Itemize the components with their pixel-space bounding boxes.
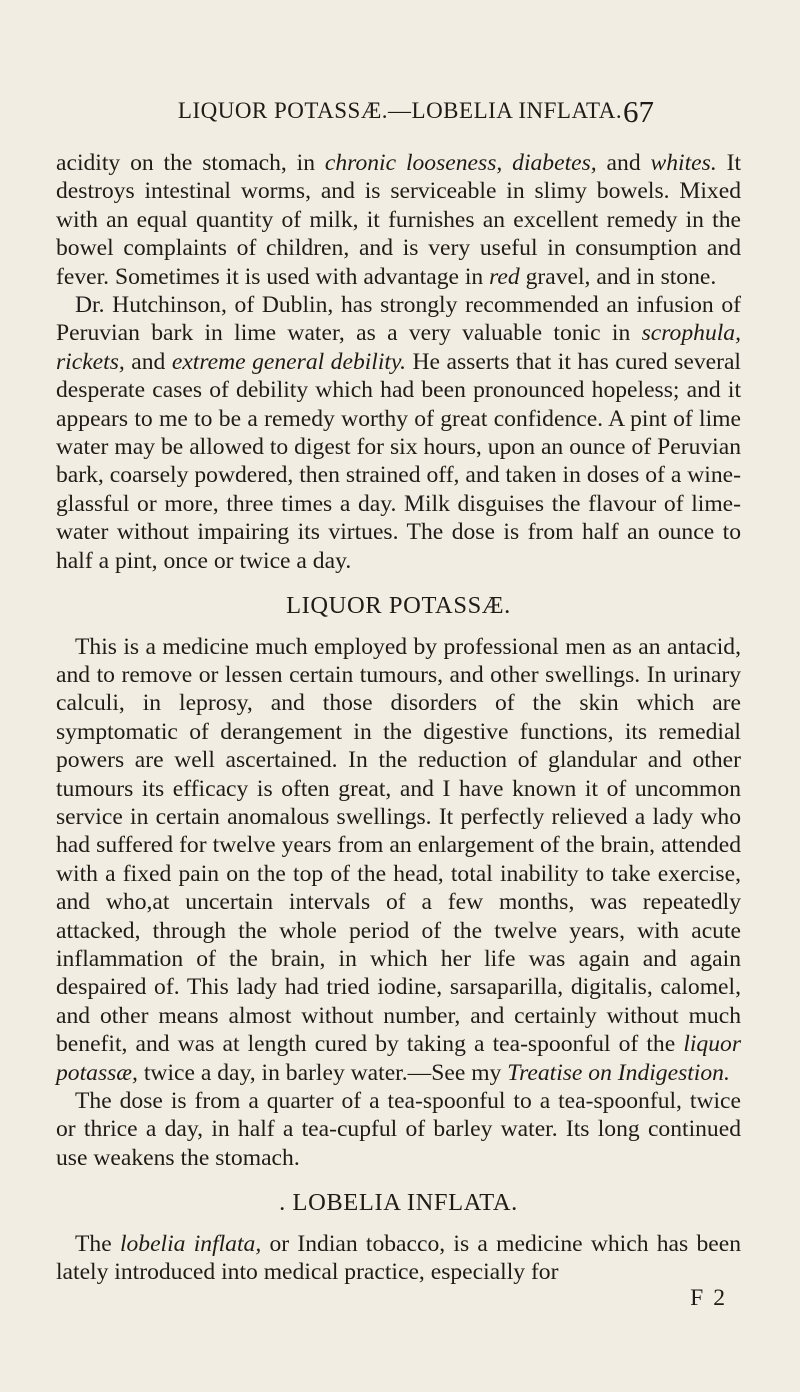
italic-text: Treatise on Indigestion. <box>507 1059 730 1086</box>
signature-mark: F 2 <box>690 1285 727 1312</box>
page-number: 67 <box>623 94 654 129</box>
italic-text: red <box>489 263 520 290</box>
text-run: Dr. Hutchinson, of Dublin, has strongly recommended an infusion of Peruvian bark in lime water, as a very valuable tonic in <box>56 292 741 347</box>
paragraph <box>56 1087 741 1172</box>
running-head <box>0 94 800 138</box>
text-run: The dose is from a quarter of a tea-spoonful to a tea-spoonful, twice or thrice a day, in half a tea-cupful of barley water. Its long continued use weakens the stomach. <box>56 1088 741 1171</box>
text-run: This is a medicine much employed by professional men as an antacid, and to remove or lessen certain tumours, and other swellings. In urinary calculi, in leprosy, and those disorders of the skin which are symptomatic of derangement in the digestive functions, its remedial powers are well ascertained. In the reduction of glandular and other tumours its efficacy is often great, and I have known it of uncommon service in certain anomalous swellings. It perfectly relieved a lady who had suffered for twelve years from an enlargement of the brain, attended with a fixed pain on the top of the head, total inability to take exercise, and who,at uncertain intervals of a few months, was repeatedly attacked, through the whole period of the twelve years, with acute inflammation of the brain, in which her life was again and again despaired of. This lady had tried iodine, sarsaparilla, digitalis, calomel, and other means almost without number, and certainly without much benefit, and was at length cured by taking a tea-spoonful of the <box>56 633 741 1058</box>
paragraph <box>56 149 741 291</box>
italic-text: lobelia inflata, <box>119 1230 262 1257</box>
text-run: acidity on the stomach, in <box>56 150 325 176</box>
paragraph <box>56 1230 741 1287</box>
text-run: gravel, and in stone. <box>519 263 717 290</box>
italic-text: liquor potassæ, <box>56 1031 741 1086</box>
text-run: and <box>124 348 172 375</box>
italic-text: chronic looseness, diabetes, <box>324 150 597 176</box>
text-run: twice a day, in barley water.—See my <box>137 1059 508 1086</box>
italic-text: extreme general debility. <box>171 348 407 375</box>
text-run: It destroys intestinal worms, and is serviceable in slimy bowels. Mixed with an equal quantity of milk, it furnishes an excellent remedy in the bowel complaints of children, and is very useful in consumption and fever. Sometimes it is used with advantage in <box>56 150 742 290</box>
text-run: The <box>75 1230 120 1257</box>
paragraph <box>56 633 741 1088</box>
section-heading: . LOBELIA INFLATA. <box>279 1189 518 1217</box>
italic-text: whites. <box>650 150 717 176</box>
text-run: and <box>596 150 651 176</box>
italic-text: scrophula, rickets, <box>56 320 741 375</box>
running-title: LIQUOR POTASSÆ.—LOBELIA INFLATA. <box>177 98 623 123</box>
paragraph <box>56 291 741 575</box>
text-run: or Indian tobacco, is a medicine which has been lately introduced into medical practice, especially for <box>56 1230 741 1286</box>
text-run: He asserts that it has cured several desperate cases of debility which had been pronounced hopeless; and it appears to me to be a remedy worthy of great confidence. A pint of lime water may be allowed to digest for six hours, upon an ounce of Peruvian bark, coarsely powdered, then strained off, and taken in doses of a wine-glassful or more, three times a day. Milk disguises the flavour of lime-water without impairing its virtues. The dose is from half an ounce to half a pint, once or twice a day. <box>56 348 741 574</box>
body-text <box>56 149 741 1310</box>
section-heading: LIQUOR POTASSÆ. <box>286 592 511 620</box>
